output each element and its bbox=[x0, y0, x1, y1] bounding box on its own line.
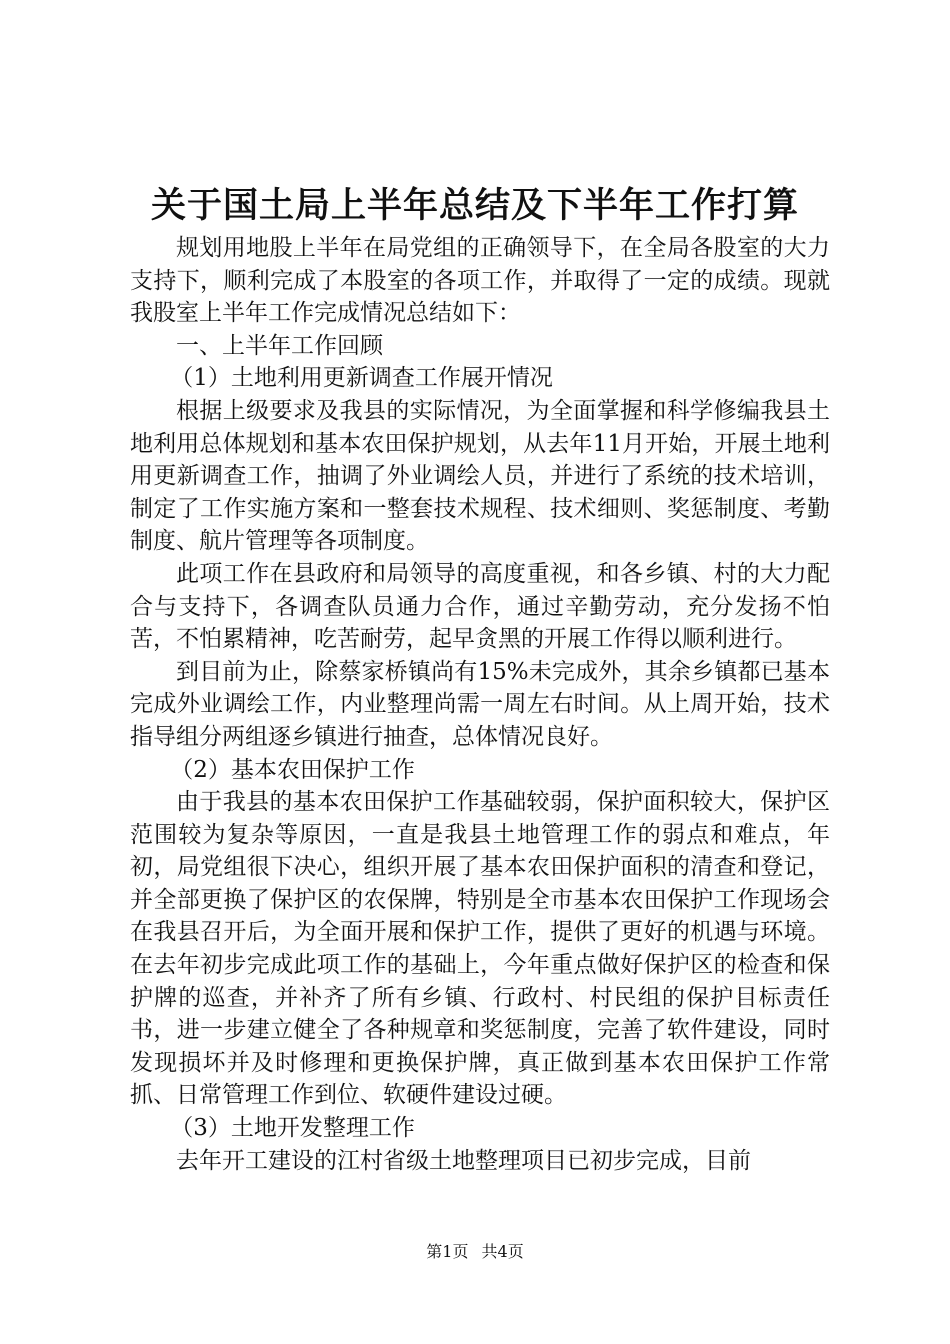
paragraph-development: 去年开工建设的江村省级土地整理项目已初步完成，目前 bbox=[176, 1147, 751, 1174]
page-total: 共4页 bbox=[481, 1242, 524, 1261]
document-body bbox=[130, 232, 830, 1177]
page-number: 第1页 bbox=[426, 1242, 469, 1261]
document-title: 关于国土局上半年总结及下半年工作打算 bbox=[150, 185, 799, 226]
paragraph-support: 此项工作在县政府和局领导的高度重视，和各乡镇、村的大力配合与支持下，各调查队员通力合作，通过辛勤劳动，充分发扬不怕苦，不怕累精神，吃苦耐劳，起早贪黑的开展工作得以顺利进行。 bbox=[130, 560, 830, 653]
subsection-heading-3: （3）土地开发整理工作 bbox=[170, 1115, 415, 1142]
subsection-heading-2: （2）基本农田保护工作 bbox=[170, 756, 415, 783]
paragraph-survey: 根据上级要求及我县的实际情况，为全面掌握和科学修编我县土地利用总体规划和基本农田保护规划，从去年11月开始，开展土地利用更新调查工作，抽调了外业调绘人员，并进行了系统的技术培训，制定了工作实施方案和一整套技术规程、技术细则、奖惩制度、考勤制度、航片管理等各项制度。 bbox=[130, 397, 830, 555]
section-heading: 一、上半年工作回顾 bbox=[176, 332, 383, 359]
page-footer bbox=[0, 1241, 950, 1263]
paragraph-progress: 到目前为止，除蔡家桥镇尚有15%未完成外，其余乡镇都已基本完成外业调绘工作，内业整理尚需一周左右时间。从上周开始，技术指导组分两组逐乡镇进行抽查，总体情况良好。 bbox=[130, 658, 830, 750]
subsection-heading-1: （1）土地利用更新调查工作展开情况 bbox=[170, 365, 553, 392]
paragraph-intro: 规划用地股上半年在局党组的正确领导下，在全局各股室的大力支持下，顺利完成了本股室的各项工作，并取得了一定的成绩。现就我股室上半年工作完成情况总结如下： bbox=[130, 235, 830, 327]
paragraph-farmland: 由于我县的基本农田保护工作基础较弱，保护面积较大，保护区范围较为复杂等原因，一直是我县土地管理工作的弱点和难点，年初，局党组很下决心，组织开展了基本农田保护面积的清查和登记，并全部更换了保护区的农保牌，特别是全市基本农田保护工作现场会在我县召开后，为全面开展和保护工作，提供了更好的机遇与环境。在去年初步完成此项工作的基础上，今年重点做好保护区的检查和保护牌的巡查，并补齐了所有乡镇、行政村、村民组的保护目标责任书，进一步建立健全了各种规章和奖惩制度，完善了软件建设，同时发现损坏并及时修理和更换保护牌，真正做到基本农田保护工作常抓、日常管理工作到位、软硬件建设过硬。 bbox=[130, 789, 830, 1109]
